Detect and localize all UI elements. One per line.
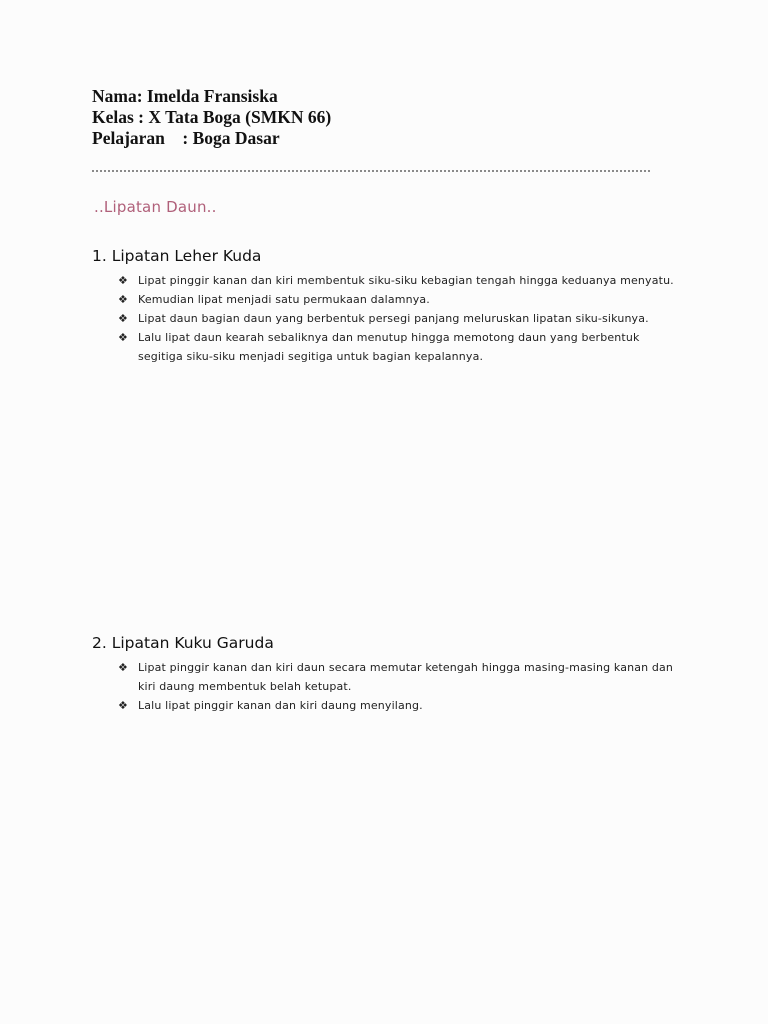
diamond-bullet-icon: ❖ [118, 293, 129, 306]
diamond-bullet-icon: ❖ [118, 699, 129, 712]
diamond-bullet-icon: ❖ [118, 661, 129, 674]
topic-heading: 2. Lipatan Kuku Garuda [92, 634, 274, 652]
dotted-divider [92, 170, 650, 172]
topic-heading: 1. Lipatan Leher Kuda [92, 247, 262, 265]
list-item-text: Lipat pinggir kanan dan kiri membentuk siku-siku kebagian tengah hingga keduanya menyatu. [138, 274, 674, 287]
list-item [118, 696, 682, 715]
student-header [92, 86, 331, 149]
diamond-bullet-icon: ❖ [118, 274, 129, 287]
list-item [118, 309, 682, 328]
section-title: ..Lipatan Daun.. [94, 198, 217, 216]
list-item [118, 290, 682, 309]
list-item-text: Lipat pinggir kanan dan kiri daun secara memutar ketengah hingga masing-masing kanan dan kiri daung membentuk belah ketupat. [138, 661, 674, 693]
topic-leher-kuda [92, 245, 682, 366]
student-name: Nama: Imelda Fransiska [92, 86, 278, 106]
list-item-text: Lalu lipat daun kearah sebaliknya dan menutup hingga memotong daun yang berbentuk segitiga siku-siku menjadi segitiga untuk bagian kepalannya. [138, 331, 640, 363]
list-item [118, 271, 682, 290]
bullet-list [92, 658, 682, 715]
diamond-bullet-icon: ❖ [118, 312, 129, 325]
student-class: Kelas : X Tata Boga (SMKN 66) [92, 107, 332, 127]
list-item-text: Kemudian lipat menjadi satu permukaan dalamnya. [138, 293, 430, 306]
list-item [118, 658, 682, 696]
subject: Pelajaran : Boga Dasar [92, 128, 280, 148]
diamond-bullet-icon: ❖ [118, 331, 129, 344]
list-item-text: Lipat daun bagian daun yang berbentuk persegi panjang meluruskan lipatan siku-sikunya. [138, 312, 649, 325]
list-item [118, 328, 682, 366]
topic-kuku-garuda [92, 632, 682, 715]
list-item-text: Lalu lipat pinggir kanan dan kiri daung menyilang. [138, 699, 423, 712]
bullet-list [92, 271, 682, 366]
